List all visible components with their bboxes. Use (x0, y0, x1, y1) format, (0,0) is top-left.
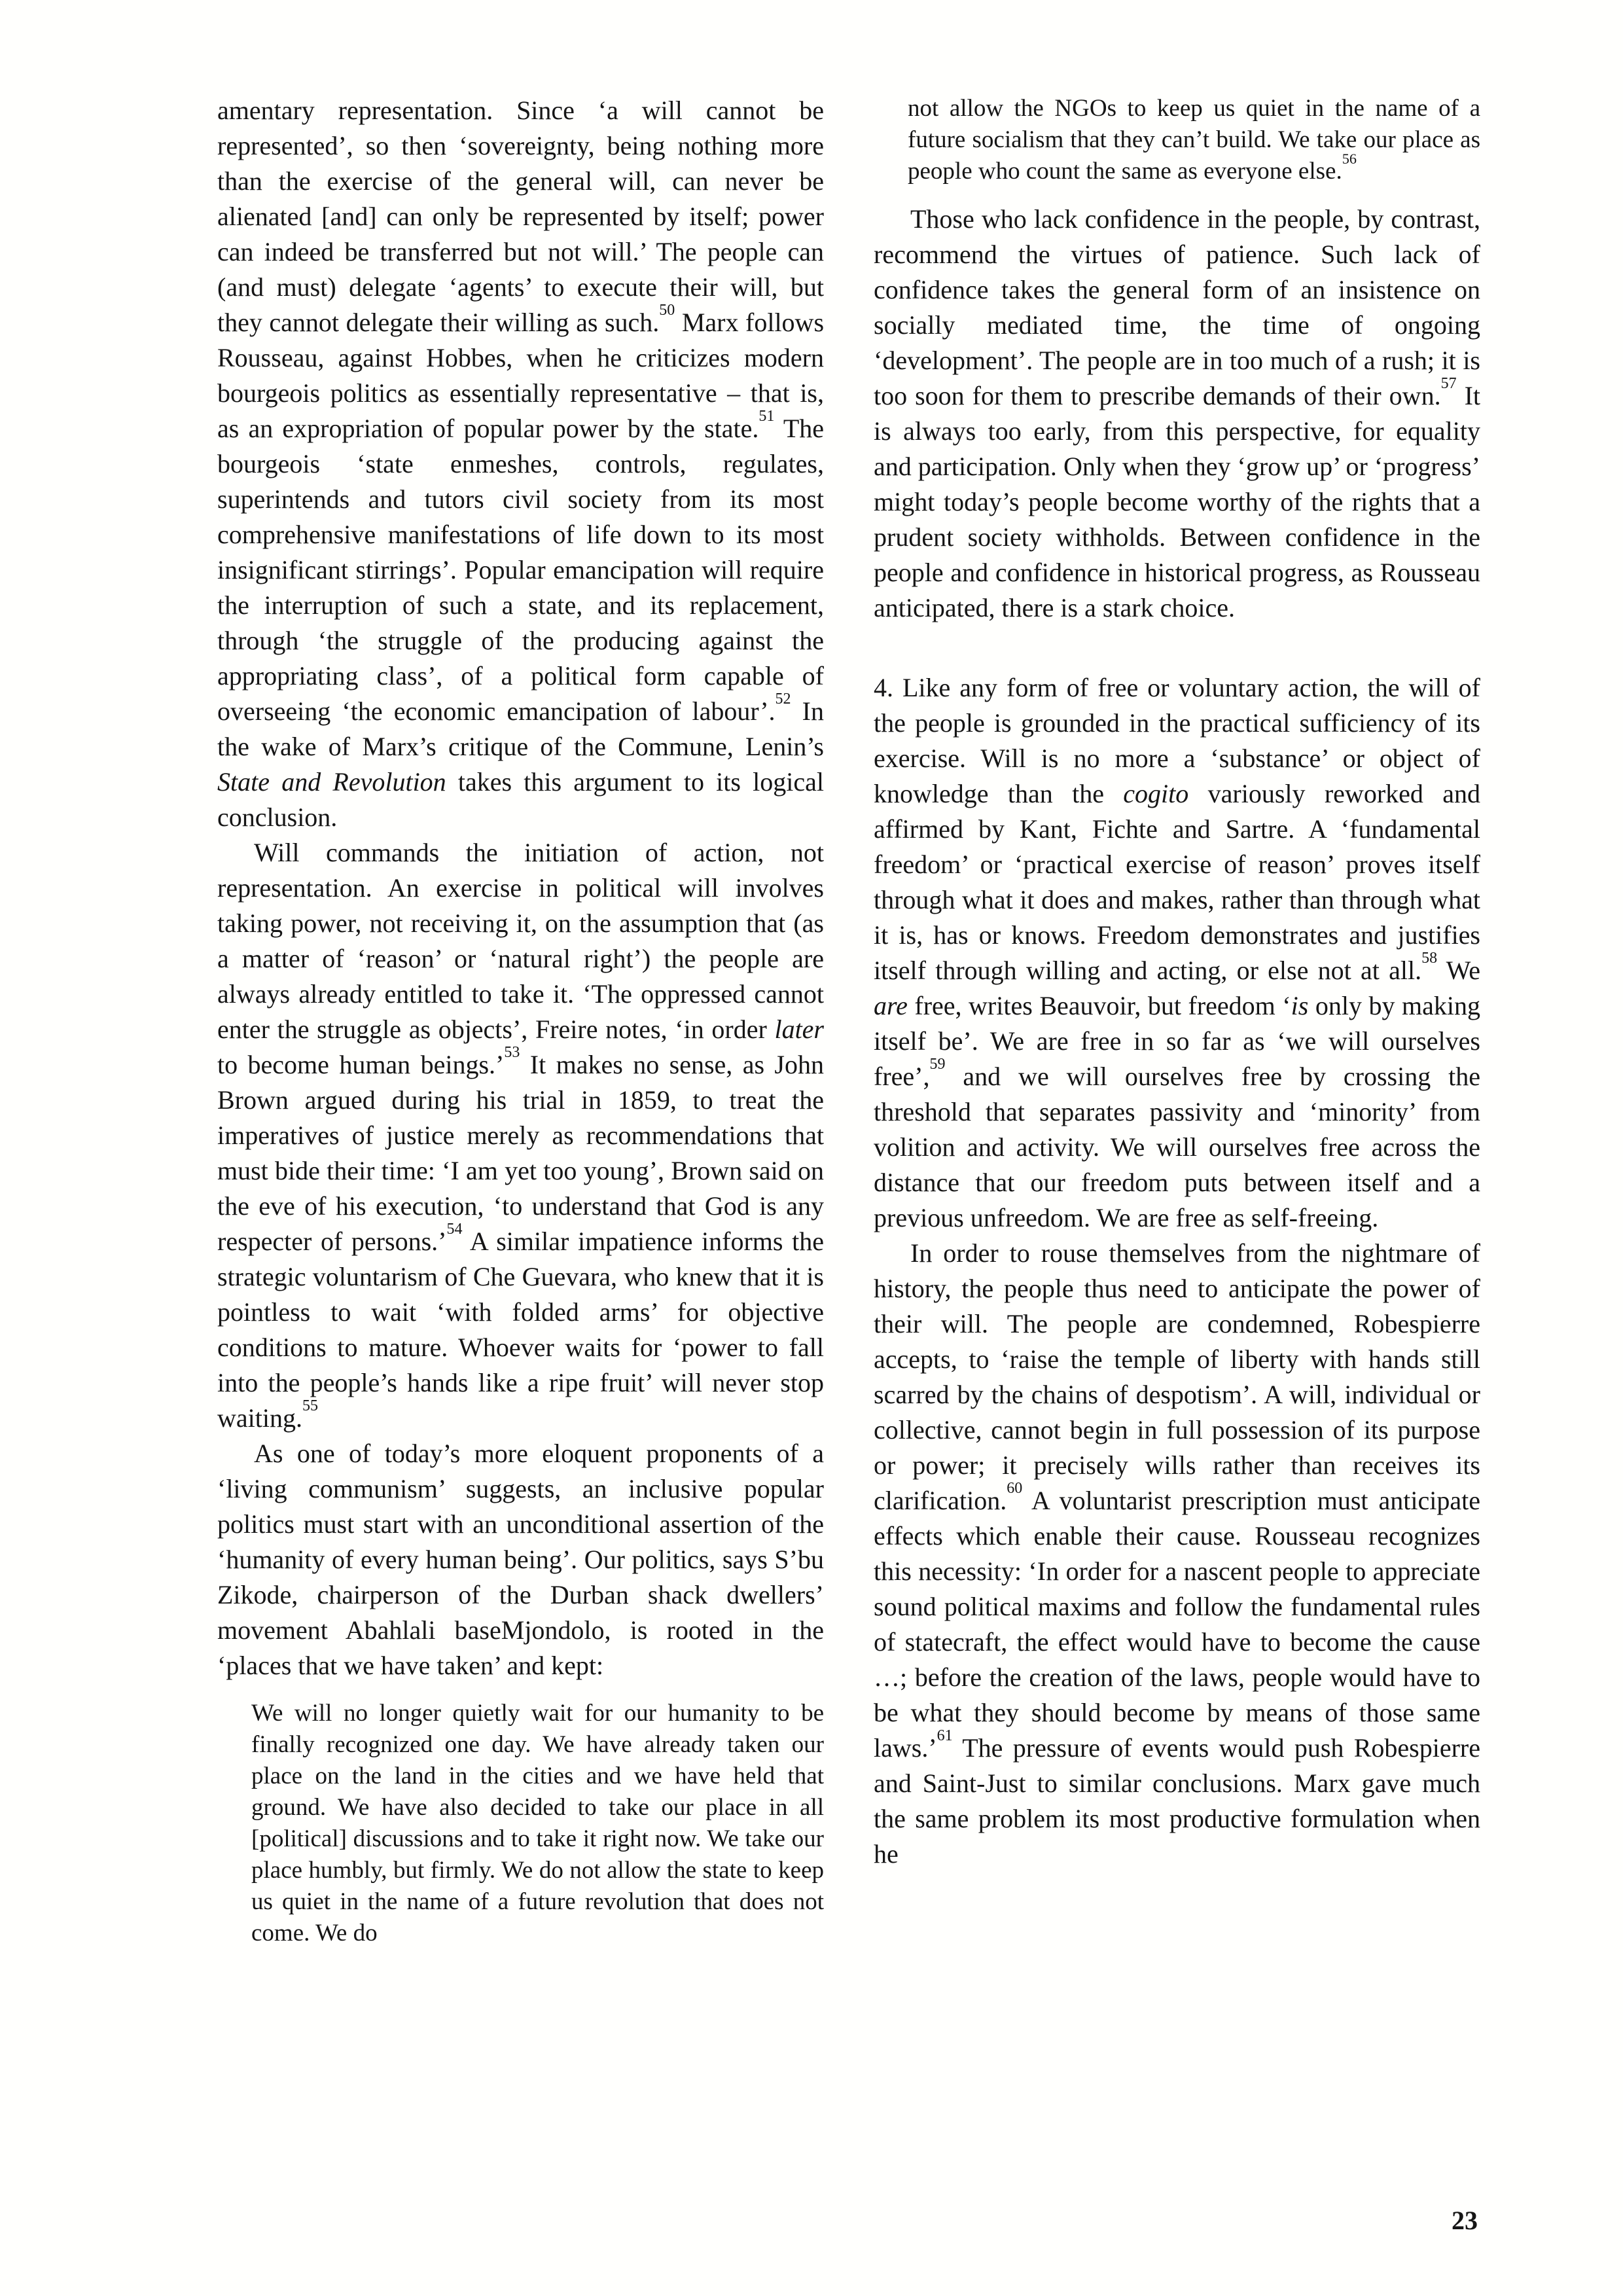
text-columns (217, 93, 1480, 1949)
footnote-ref: 61 (936, 1727, 953, 1744)
page-number: 23 (1452, 2206, 1478, 2235)
footnote-ref: 54 (446, 1220, 463, 1238)
footnote-ref: 55 (302, 1397, 318, 1414)
italic-text: cogito (1123, 779, 1189, 808)
paragraph: As one of today’s more eloquent proponents of a ‘living communism’ suggests, an inclusive popular politics must start with an unconditional assertion of the ‘humanity of every human being’. Our politics, says S’bu Zikode, chairperson of the Durban shack dwellers’ movement Abahlali baseMjondolo, is rooted in the ‘places that we have taken’ and kept: (217, 1439, 824, 1680)
block-quote-paragraph: We will no longer quietly wait for our humanity to be finally recognized one day. We have already taken our place on the land in the cities and we have held that ground. We have also decided to take our place in all [political] discussions and to take it right now. We take our place humbly, but firmly. We do not allow the state to keep us quiet in the name of a future revolution that does not come. We do (251, 1700, 824, 1946)
footnote-ref: 60 (1007, 1479, 1023, 1497)
italic-text: State and Revolution (217, 767, 446, 797)
italic-text: later (774, 1014, 824, 1044)
footnote-ref: 56 (1342, 150, 1357, 167)
column-left (217, 93, 824, 1949)
footnote-ref: 53 (504, 1043, 520, 1061)
footnote-ref: 58 (1421, 949, 1438, 967)
paragraph: Will commands the initiation of action, not representation. An exercise in political will involves taking power, not receiving it, on the assumption that (as a matter of ‘reason’ or ‘natural right’) the people are always already entitled to take it. ‘The oppressed cannot enter the struggle as objects’, Freire notes, ‘in order later to become human beings.’$^{53}$ It makes no sense, as John Brown argued during his trial in 1859, to treat the imperatives of justice merely as recommendations that must bide their time: ‘I am yet too young’, Brown said on the eve of his execution, ‘to understand that God is any respecter of persons.’$^{54}$ A similar impatience informs the strategic voluntarism of Che Guevara, who knew that it is pointless to wait ‘with folded arms’ for objective conditions to mature. Whoever waits for ‘power to fall into the people’s hands like a ripe fruit’ will never stop waiting.$^{55}$ (217, 838, 824, 1433)
paragraph: In order to rouse themselves from the nightmare of history, the people thus need to anticipate the power of their will. The people are condemned, Robespierre accepts, to ‘raise the temple of liberty with hands still scarred by the chains of despotism’. A will, individual or collective, cannot begin in full possession of its purpose or power; it precisely wills rather than receives its clarification.$^{60}$ A voluntarist prescription must anticipate effects which enable their cause. Rousseau recognizes this necessity: ‘In order for a nascent people to appreciate sound political maxims and follow the fundamental rules of statecraft, the effect would have to become the cause …; before the creation of the laws, people would have to be what they should become by means of those same laws.’$^{61}$ The pressure of events would push Robespierre and Saint-Just to similar conclusions. Marx gave much the same problem its most productive formulation when he (874, 1238, 1480, 1869)
italic-text: is (1291, 991, 1309, 1020)
footnote-ref: 57 (1440, 374, 1457, 392)
footnote-ref: 50 (659, 301, 675, 319)
paragraph: Those who lack confidence in the people, by contrast, recommend the virtues of patience. Such lack of confidence takes the general form of an insistence on socially mediated time, the time of ongoing ‘development’. The people are in too much of a rush; it is too soon for them to prescribe demands of their own.$^{57}$ It is always too early, from this perspective, for equality and participation. Only when they ‘grow up’ or ‘progress’ might today’s people become worthy of the rights that a prudent society withholds. Between confidence in the people and confidence in historical progress, as Rousseau anticipated, there is a stark choice. (874, 204, 1480, 622)
column-right (874, 93, 1480, 1872)
paragraph: 4. Like any form of free or voluntary action, the will of the people is grounded in the practical sufficiency of its exercise. Will is no more a ‘substance’ or object of knowledge than the cogito variously reworked and affirmed by Kant, Fichte and Sartre. A ‘fundamental freedom’ or ‘practical exercise of reason’ proves itself through what it does and makes, rather than through what it is, has or knows. Freedom demonstrates and justifies itself through willing and acting, or else not at all.$^{58}$ We are free, writes Beauvoir, but freedom ‘is only by making itself be’. We are free in so far as ‘we will ourselves free’,$^{59}$ and we will ourselves free by crossing the threshold that separates passivity and ‘minority’ from volition and activity. We will ourselves free across the distance that our freedom puts between itself and a previous unfreedom. We are free as self-freeing. (874, 673, 1481, 1232)
footnote-ref: 52 (775, 690, 791, 708)
footnote-ref: 59 (929, 1055, 946, 1073)
paragraph: amentary representation. Since ‘a will cannot be represented’, so then ‘sovereignty, being nothing more than the exercise of the general will, can never be alienated [and] can only be represented by itself; power can indeed be transferred but not will.’ The people can (and must) delegate ‘agents’ to execute their will, but they cannot delegate their willing as such.$^{50}$ Marx follows Rousseau, against Hobbes, when he criticizes modern bourgeois politics as essentially representative – that is, as an expropriation of popular power by the state.$^{51}$ The bourgeois ‘state enmeshes, controls, regulates, superintends and tutors civil society from its most comprehensive manifestations of life down to its most insignificant stirrings’. Popular emancipation will require the interruption of such a state, and its replacement, through ‘the struggle of the producing against the appropriating class’, of a political form capable of overseeing ‘the economic emancipation of labour’.$^{52}$ In the wake of Marx’s critique of the Commune, Lenin’s State and Revolution takes this argument to its logical conclusion. (217, 96, 825, 832)
block-quote-paragraph: not allow the NGOs to keep us quiet in the name of a future socialism that they can’t build. We take our place as people who count the same as everyone else.$^{56}$ (908, 95, 1480, 185)
italic-text: are (874, 991, 908, 1020)
footnote-ref: 51 (758, 407, 775, 425)
